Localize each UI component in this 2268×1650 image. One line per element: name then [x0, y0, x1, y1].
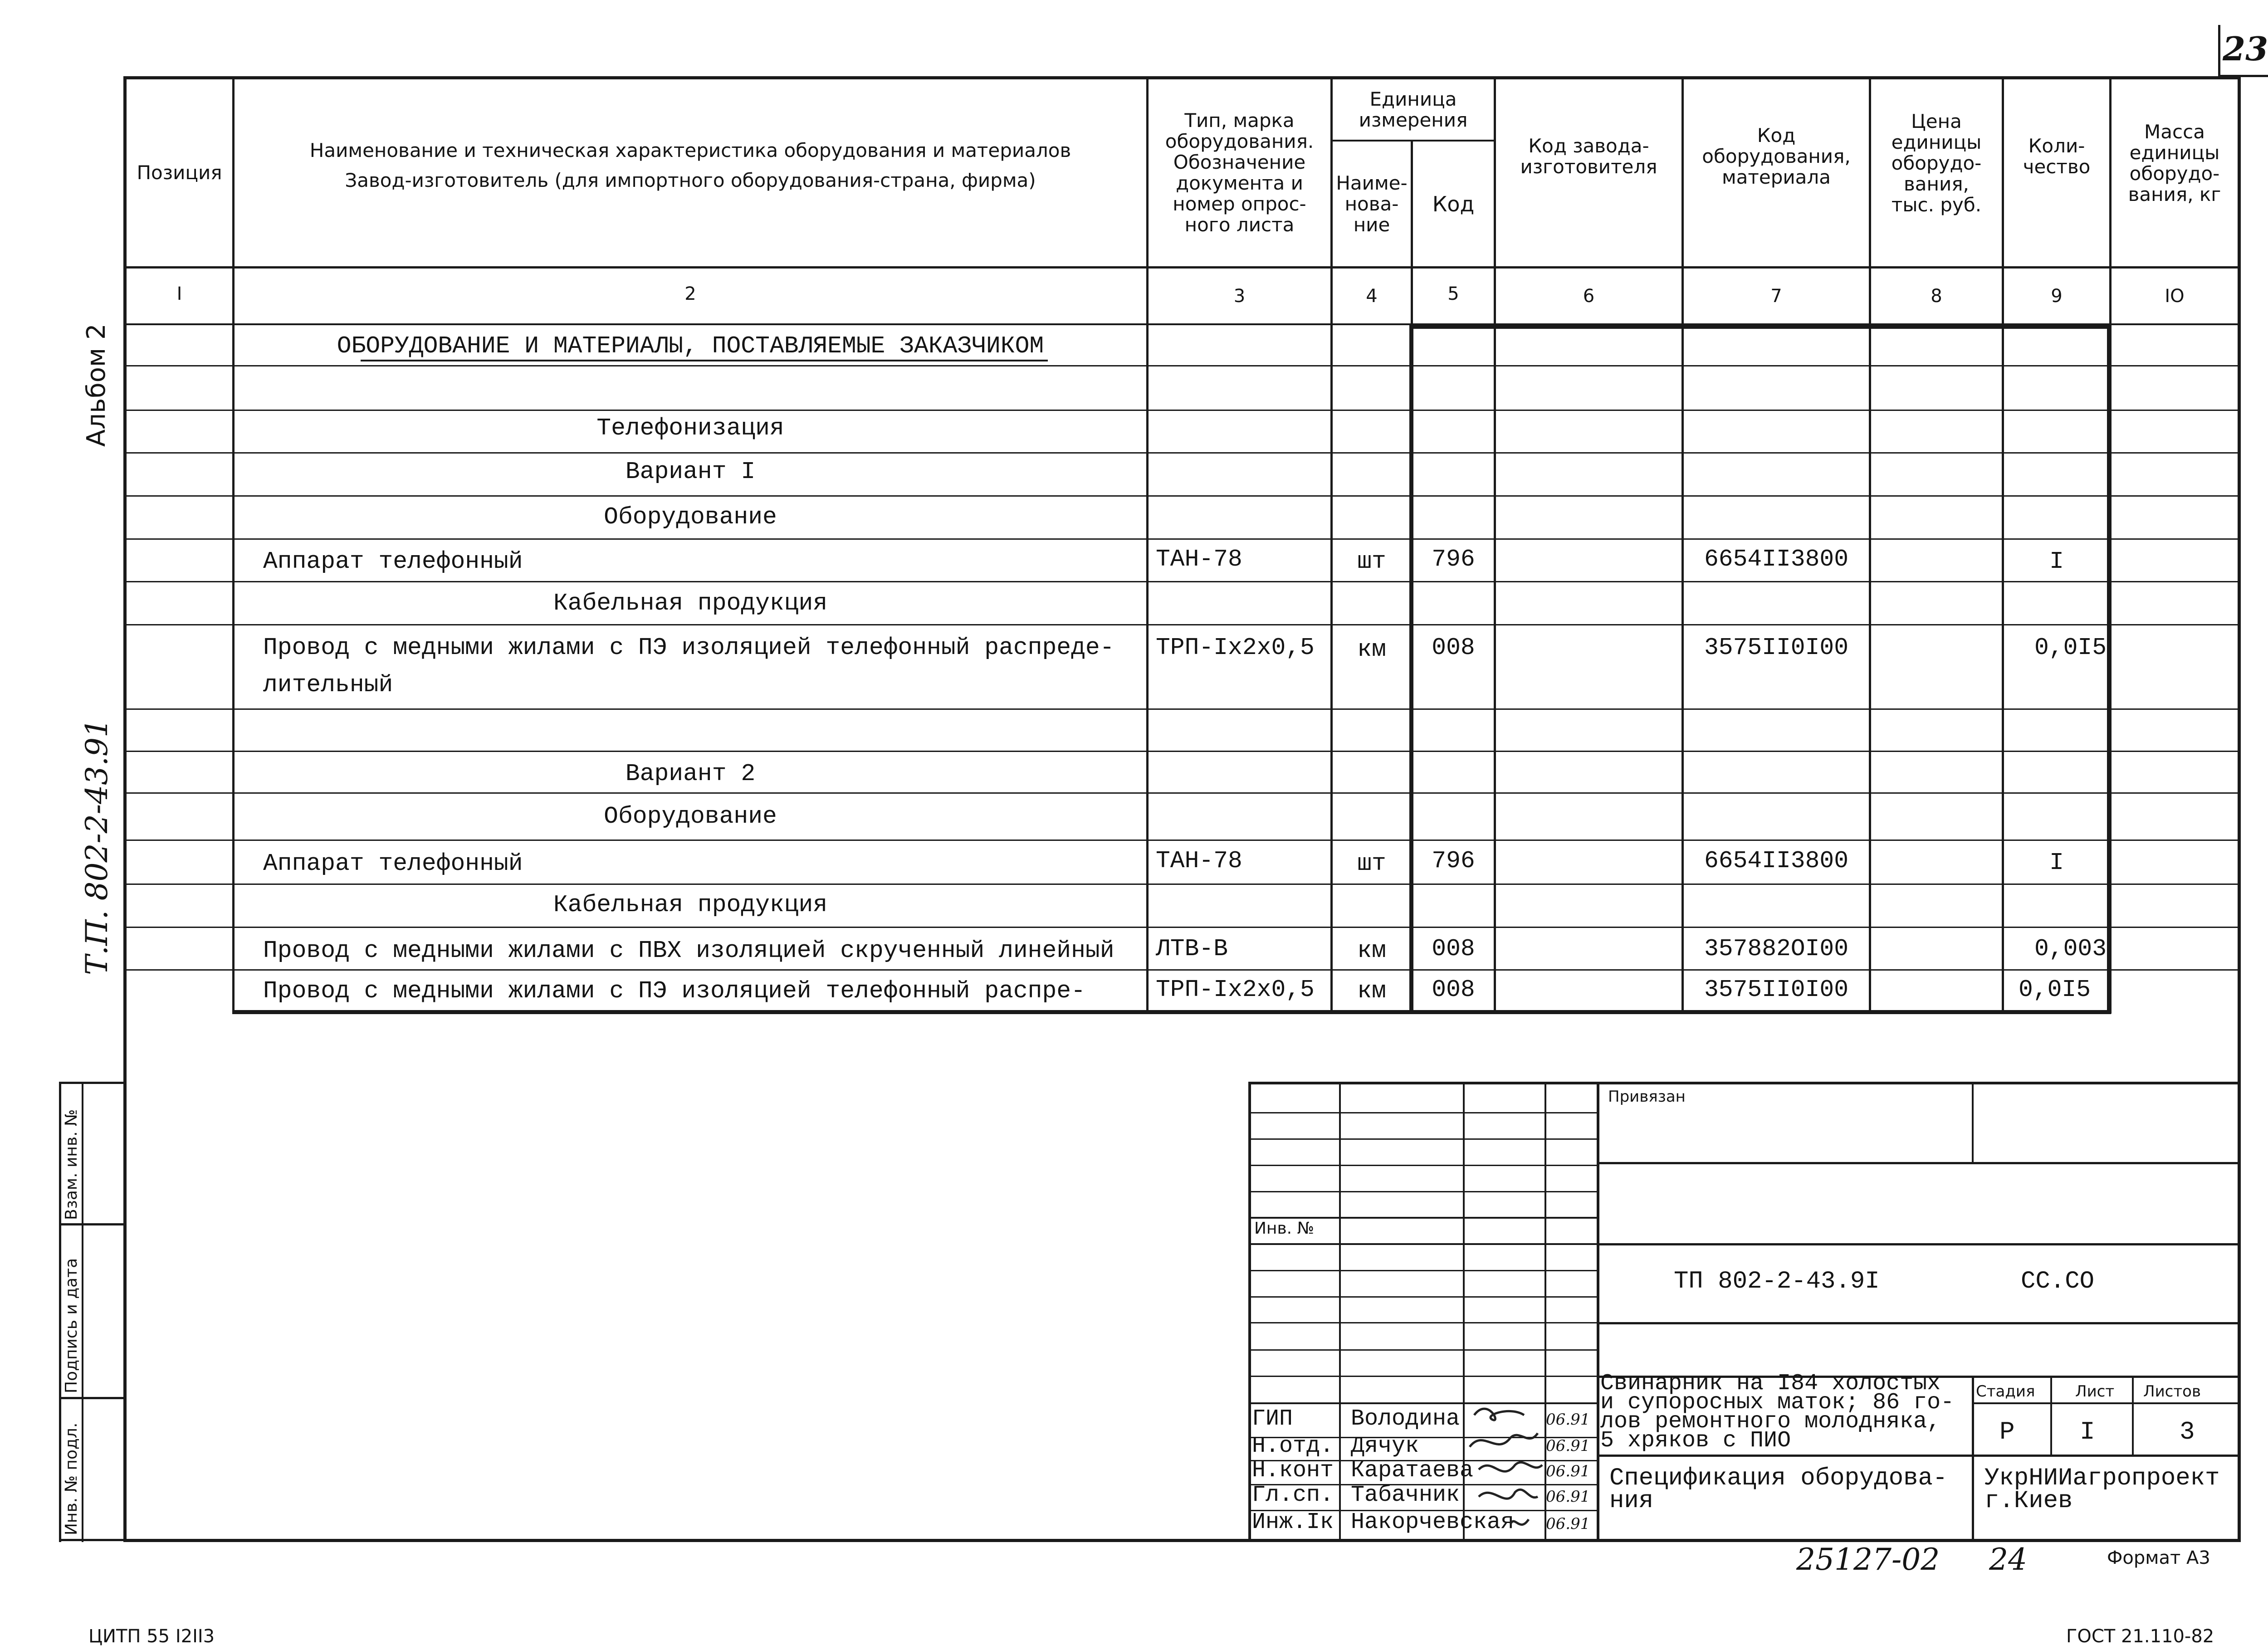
- stamp-vzam-inv: Взам. инв. №: [62, 1109, 81, 1220]
- footer-format: Формат А3: [2107, 1547, 2210, 1568]
- row-2-name-cont: лительный: [263, 671, 393, 698]
- row-5-name: Провод с медными жилами с ПЭ изоляцией телефонный распре-: [263, 977, 1085, 1005]
- header-type: Тип, марка оборудования. Обозначение документа и номер опрос- ного листа: [1165, 109, 1314, 236]
- signer-role: Н.отд.: [1252, 1433, 1334, 1459]
- column-number-4: 4: [1366, 286, 1378, 307]
- column-number-2: 2: [684, 283, 696, 304]
- header-unit-name: Наиме- нова- ние: [1336, 171, 1408, 236]
- row-2-quantity: 0,0I5: [2034, 634, 2107, 661]
- row-1-name: Аппарат телефонный: [263, 548, 523, 575]
- subsection-equipment-1: Оборудование: [604, 503, 777, 531]
- row-4-type: ЛТВ-В: [1156, 935, 1228, 962]
- header-equipment-code: Код оборудования, материала: [1702, 124, 1851, 188]
- row-1-unit: шт: [1357, 548, 1386, 575]
- album-label: Альбом 2: [82, 323, 111, 447]
- footer-gost: ГОСТ 21.110-82: [2066, 1626, 2214, 1647]
- title-doc-mark: СС.СО: [2021, 1268, 2095, 1295]
- section-title-underline: [361, 360, 1048, 361]
- title-stage: Р: [1999, 1417, 2015, 1446]
- signer-role: Инж.Iк: [1252, 1509, 1334, 1535]
- signer-name: Табачник: [1351, 1482, 1460, 1508]
- row-3-code: 796: [1432, 847, 1475, 874]
- column-number-3: 3: [1233, 286, 1246, 307]
- column-number-8: 8: [1931, 286, 1942, 307]
- signer-date: 06.91: [1546, 1437, 1590, 1455]
- signer-role: ГИП: [1252, 1406, 1293, 1432]
- header-price: Цена единицы оборудо- вания, тыс. руб.: [1891, 110, 1982, 216]
- title-privyazan: Привязан: [1608, 1088, 1686, 1106]
- column-number-10: IO: [2165, 286, 2185, 307]
- row-2-equipment-code: 3575II0I00: [1704, 634, 1849, 661]
- title-sheet-label: Лист: [2075, 1382, 2115, 1401]
- subsection-cable-2: Кабельная продукция: [553, 891, 828, 918]
- signer-name: Володина: [1351, 1406, 1460, 1432]
- section-title: ОБОРУДОВАНИЕ И МАТЕРИАЛЫ, ПОСТАВЛЯЕМЫЕ ЗАКАЗЧИКОМ: [337, 332, 1044, 360]
- signer-role: Гл.сп.: [1252, 1482, 1334, 1508]
- signer-name: Дячук: [1351, 1433, 1419, 1459]
- footer-handwritten-page: 24: [1989, 1542, 2027, 1577]
- row-4-name: Провод с медными жилами с ПВХ изоляцией скрученный линейный: [263, 937, 1114, 964]
- header-position: Позиция: [137, 161, 222, 184]
- row-3-quantity: I: [2049, 849, 2064, 876]
- title-project: Свинарник на I84 холостых и супоросных маток; 86 го- лов ремонтного молодняка, 5 хряков с ПИО: [1600, 1371, 1955, 1454]
- header-name: Наименование и техническая характеристика оборудования и материалов Завод-изготовитель (для импортного оборудования-страна, фирма): [309, 139, 1071, 191]
- handwritten-signatures: [1461, 1397, 1560, 1542]
- signer-date: 06.91: [1546, 1488, 1590, 1506]
- column-number-1: I: [176, 283, 182, 304]
- row-5-unit: км: [1357, 977, 1386, 1005]
- row-5-type: ТРП-Iх2х0,5: [1156, 976, 1315, 1003]
- signer-date: 06.91: [1546, 1462, 1590, 1480]
- title-organization: УкрНИИагропроект г.Киев: [1984, 1464, 2220, 1515]
- row-5-equipment-code: 3575II0I00: [1704, 976, 1849, 1003]
- row-4-code: 008: [1432, 935, 1475, 962]
- signer-role: Н.конт: [1252, 1458, 1334, 1484]
- header-mass: Масса единицы оборудо- вания, кг: [2128, 121, 2221, 205]
- subsection-cable-1: Кабельная продукция: [553, 590, 828, 617]
- column-number-9: 9: [2051, 286, 2063, 307]
- header-factory-code: Код завода- изготовителя: [1520, 135, 1657, 178]
- sheet-number: 23: [2223, 29, 2268, 68]
- title-stage-label: Стадия: [1976, 1382, 2035, 1401]
- project-number-handwritten: Т.П. 802-2-43.91: [79, 718, 114, 975]
- column-number-6: 6: [1583, 286, 1595, 307]
- row-2-name: Провод с медными жилами с ПЭ изоляцией телефонный распреде-: [263, 634, 1114, 661]
- row-1-quantity: I: [2049, 548, 2064, 575]
- row-2-code: 008: [1432, 634, 1475, 661]
- subsection-telephony: Телефонизация: [596, 415, 784, 442]
- title-sheet: I: [2080, 1417, 2095, 1446]
- signer-date: 06.91: [1546, 1515, 1590, 1533]
- signer-name: Накорчевская: [1351, 1509, 1515, 1535]
- title-inv-no: Инв. №: [1254, 1219, 1315, 1238]
- row-5-quantity: 0,0I5: [2019, 976, 2091, 1003]
- subsection-variant-1: Вариант I: [625, 458, 756, 485]
- title-doc-title: Спецификация оборудова- ния: [1609, 1464, 1948, 1515]
- header-unit-code: Код: [1432, 191, 1475, 216]
- row-4-unit: км: [1357, 937, 1386, 964]
- row-2-unit: км: [1357, 636, 1386, 663]
- title-doc-code: ТП 802-2-43.9I: [1674, 1268, 1880, 1295]
- header-unit: Единица измерения: [1359, 88, 1468, 131]
- subsection-variant-2: Вариант 2: [625, 760, 756, 787]
- row-2-type: ТРП-Iх2х0,5: [1156, 634, 1315, 661]
- signer-name: Каратаева: [1351, 1458, 1474, 1484]
- subsection-equipment-2: Оборудование: [604, 803, 777, 830]
- row-3-name: Аппарат телефонный: [263, 850, 523, 877]
- title-sheets-label: Листов: [2143, 1382, 2201, 1401]
- footer-handwritten-number: 25127-02: [1796, 1542, 1940, 1577]
- row-4-equipment-code: 357882OI00: [1704, 935, 1849, 962]
- column-number-5: 5: [1447, 283, 1459, 304]
- stamp-podpis-data: Подпись и дата: [62, 1258, 81, 1393]
- row-1-equipment-code: 6654II3800: [1704, 546, 1849, 573]
- row-4-quantity: 0,003: [2034, 935, 2107, 962]
- row-1-type: ТАН-78: [1156, 546, 1242, 573]
- row-5-code: 008: [1432, 976, 1475, 1003]
- column-number-7: 7: [1770, 286, 1782, 307]
- row-3-equipment-code: 6654II3800: [1704, 847, 1849, 874]
- title-sheets: 3: [2180, 1417, 2195, 1446]
- row-3-unit: шт: [1357, 850, 1386, 877]
- row-3-type: ТАН-78: [1156, 847, 1242, 874]
- signer-date: 06.91: [1546, 1411, 1590, 1429]
- row-1-code: 796: [1432, 546, 1475, 573]
- footer-left-code: ЦИТП 55 I2II3: [88, 1626, 215, 1647]
- header-quantity: Коли- чество: [2023, 135, 2091, 178]
- stamp-inv-podl: Инв. № подл.: [62, 1422, 81, 1535]
